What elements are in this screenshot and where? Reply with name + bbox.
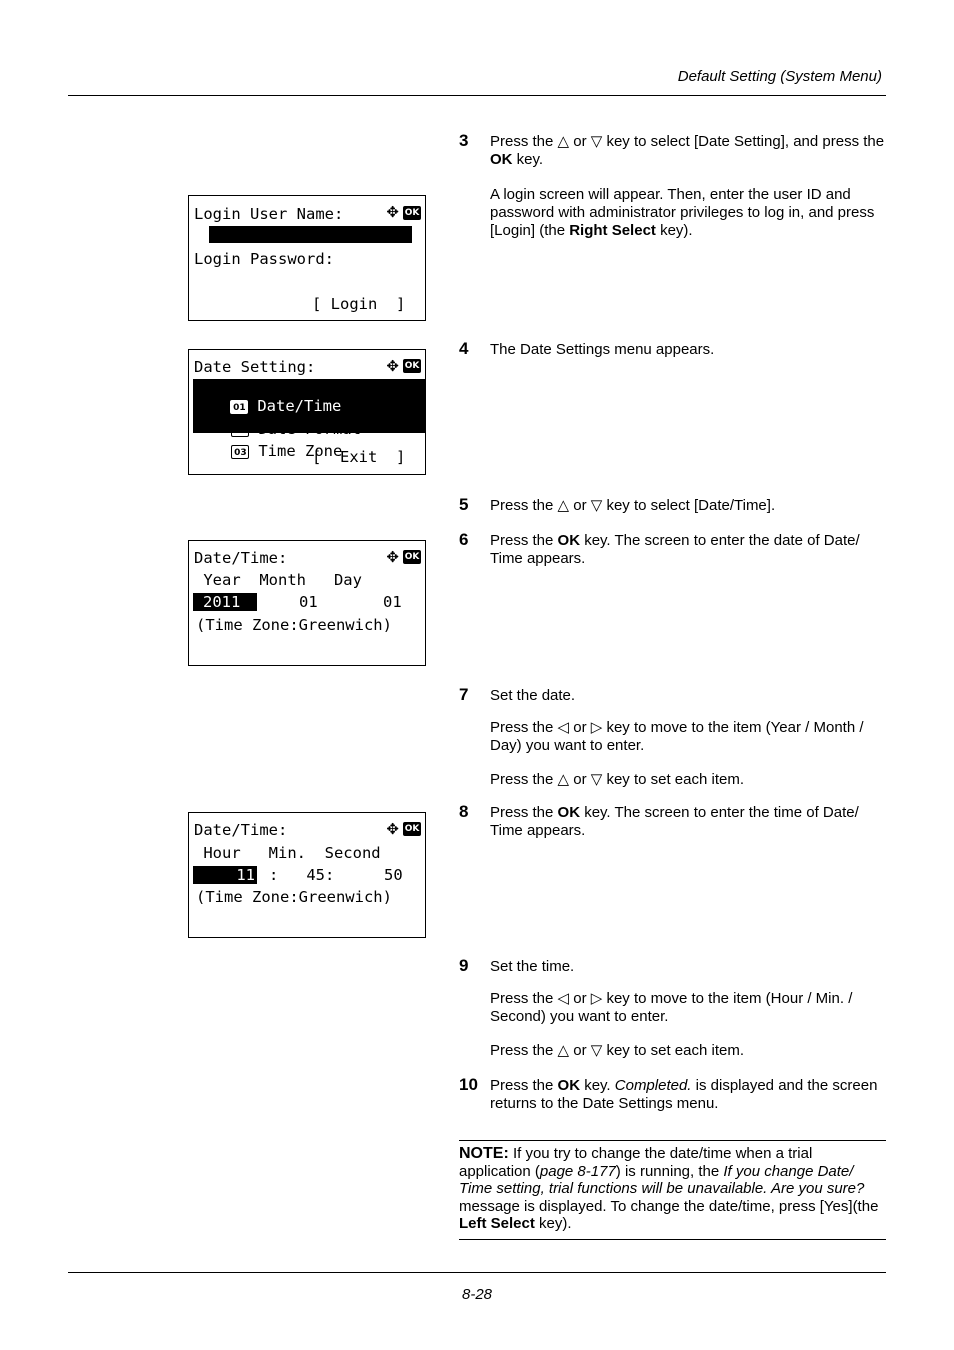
note-box xyxy=(459,1140,886,1240)
item-number-badge: 01 xyxy=(230,400,248,414)
step-text: key. The screen to enter the time of Date/ Time appears. xyxy=(490,804,859,839)
step-text: key. xyxy=(580,1077,615,1094)
hour-field[interactable]: 11 xyxy=(193,866,257,884)
step-6 xyxy=(490,532,890,568)
year-field[interactable]: 2011 xyxy=(193,593,257,611)
day-field[interactable]: 01 xyxy=(383,593,402,611)
step-10 xyxy=(490,1077,890,1113)
left-select-label: Left Select xyxy=(459,1215,535,1232)
date-entry-title: Date/Time: xyxy=(194,549,288,567)
exit-softkey[interactable]: [ Exit ] xyxy=(312,448,406,466)
date-entry-screen xyxy=(188,540,426,666)
ok-key-icon: OK xyxy=(404,824,420,834)
time-entry-screen xyxy=(188,812,426,938)
step-number: 8 xyxy=(459,802,469,821)
menu-item-label: Date/Time xyxy=(257,397,342,415)
month-field[interactable]: 01 xyxy=(299,593,318,611)
note-label: NOTE: xyxy=(459,1145,509,1162)
second-field[interactable]: 50 xyxy=(384,866,403,884)
ok-key-label: OK xyxy=(490,151,513,168)
completed-message: Completed. xyxy=(614,1077,692,1094)
step-text: Press the △ or ▽ key to set each item. xyxy=(490,1042,745,1059)
menu-item-label: Date Format xyxy=(258,420,361,438)
step-text: key. The screen to enter the date of Date/ Time appears. xyxy=(490,532,860,567)
four-way-arrow-icon: ✥ xyxy=(386,203,399,221)
step-number: 7 xyxy=(459,685,469,704)
page-number: 8-28 xyxy=(461,1286,493,1303)
step-number: 6 xyxy=(459,530,469,549)
warning-message: If you change Date/ Time setting, trial functions will be unavailable. Are you sure? xyxy=(459,1162,865,1197)
date-setting-screen xyxy=(188,349,426,475)
step-7 xyxy=(490,687,890,789)
ok-key-label: OK xyxy=(557,532,581,549)
note-text: If you try to change the date/time when a trial application ( xyxy=(459,1145,813,1180)
right-select-label: Right Select xyxy=(569,222,656,239)
footer-rule xyxy=(68,1272,886,1273)
ok-key-label: OK xyxy=(557,1077,581,1094)
ok-key-icon: OK xyxy=(404,208,420,218)
step-text: Set the date. xyxy=(490,687,576,704)
step-text: A login screen will appear. Then, enter the user ID and password with administrator privileges to log in, and press [Login] (the xyxy=(490,186,875,239)
note-text: message is displayed. To change the date/time, press [Yes](the xyxy=(459,1197,879,1215)
login-screen xyxy=(188,195,426,321)
minute-field[interactable]: : 45: xyxy=(269,866,335,884)
time-entry-title: Date/Time: xyxy=(194,821,288,839)
page-reference-link[interactable]: page 8-177 xyxy=(539,1162,616,1180)
step-number: 9 xyxy=(459,956,469,975)
note-text: ) is running, the xyxy=(615,1162,724,1180)
step-8 xyxy=(490,804,890,840)
login-password-label: Login Password: xyxy=(194,250,334,268)
note-text: key). xyxy=(534,1215,572,1232)
step-text: Press the △ or ▽ key to select [Date Setting], and press the xyxy=(490,133,885,150)
menu-item-label: Time Zone xyxy=(258,442,343,460)
header-title: Default Setting (System Menu) xyxy=(677,68,882,85)
ok-key-icon: OK xyxy=(404,552,420,562)
ok-key-label: OK xyxy=(557,804,581,821)
date-column-headers: Year Month Day xyxy=(194,571,362,589)
step-text: Press the ◁ or ▷ key to move to the item (Year / Month / Day) you want to enter. xyxy=(490,719,864,754)
login-softkey[interactable]: [ Login ] xyxy=(312,295,406,313)
step-number: 5 xyxy=(459,495,469,514)
ok-key-icon: OK xyxy=(404,361,420,371)
time-zone-label: (Time Zone:Greenwich) xyxy=(196,616,392,634)
step-text: Set the time. xyxy=(490,958,575,975)
step-number: 4 xyxy=(459,339,469,358)
step-9 xyxy=(490,958,890,1060)
step-text: Press the ◁ or ▷ key to move to the item (Hour / Min. / Second) you want to enter. xyxy=(490,990,853,1025)
time-zone-label: (Time Zone:Greenwich) xyxy=(196,888,392,906)
step-number: 10 xyxy=(459,1075,478,1094)
four-way-arrow-icon: ✥ xyxy=(386,357,399,375)
login-user-label: Login User Name: xyxy=(194,205,344,223)
step-3 xyxy=(490,133,890,240)
date-setting-title: Date Setting: xyxy=(194,358,316,376)
step-text: Press the △ or ▽ key to set each item. xyxy=(490,771,745,788)
step-text: Press the xyxy=(490,532,558,549)
step-text: key). xyxy=(655,222,693,239)
step-text: key. xyxy=(512,151,544,168)
step-4: The Date Settings menu appears. xyxy=(490,341,715,358)
step-text: Press the xyxy=(490,1077,558,1094)
four-way-arrow-icon: ✥ xyxy=(386,548,399,566)
header-rule xyxy=(68,95,886,96)
item-number-badge: 03 xyxy=(231,445,249,459)
step-text: Press the xyxy=(490,804,558,821)
step-5: Press the △ or ▽ key to select [Date/Time]. xyxy=(490,497,776,514)
login-user-input[interactable] xyxy=(209,226,412,243)
item-number-badge: 02 xyxy=(231,423,249,437)
step-number: 3 xyxy=(459,131,469,150)
four-way-arrow-icon: ✥ xyxy=(386,820,399,838)
time-column-headers: Hour Min. Second xyxy=(194,844,381,862)
step-text: is displayed and the screen returns to the Date Settings menu. xyxy=(490,1077,878,1112)
